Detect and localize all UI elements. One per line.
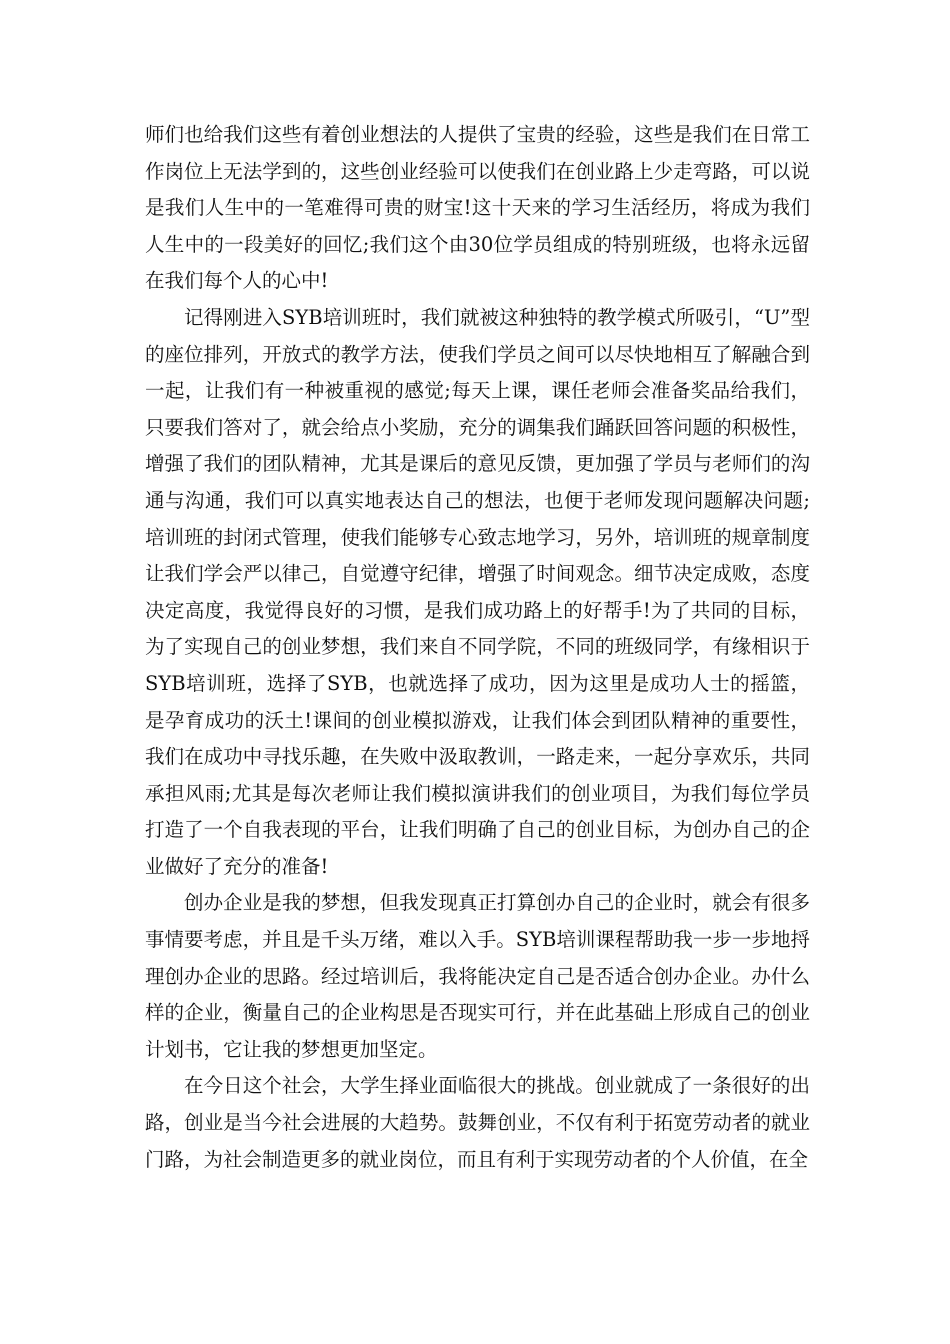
paragraph-1: 师们也给我们这些有着创业想法的人提供了宝贵的经验，这些是我们在日常工作岗位上无法学到的，这些创业经验可以使我们在创业路上少走弯路，可以说是我们人生中的一笔难得可贵的财宝!这十天来的学习生活经历，将成为我们人生中的一段美好的回忆;我们这个由30位学员组成的特别班级，也将永远留在我们每个人的心中! xyxy=(145,123,810,293)
paragraph-2: 记得刚进入SYB培训班时，我们就被这种独特的教学模式所吸引，“U”型的座位排列，开放式的教学方法，使我们学员之间可以尽快地相互了解融合到一起，让我们有一种被重视的感觉;每天上课，课任老师会准备奖品给我们，只要我们答对了，就会给点小奖励，充分的调集我们踊跃回答问题的积极性，增强了我们的团队精神，尤其是课后的意见反馈，更加强了学员与老师们的沟通与沟通，我们可以真实地表达自己的想法，也便于老师发现问题解决问题;培训班的封闭式管理，使我们能够专心致志地学习，另外，培训班的规章制度让我们学会严以律己，自觉遵守纪律，增强了时间观念。细节决定成败，态度决定高度，我觉得良好的习惯，是我们成功路上的好帮手!为了共同的目标，为了实现自己的创业梦想，我们来自不同学院，不同的班级同学，有缘相识于SYB培训班，选择了SYB，也就选择了成功，因为这里是成功人士的摇篮，是孕育成功的沃土!课间的创业模拟游戏，让我们体会到团队精神的重要性，我们在成功中寻找乐趣，在失败中汲取教训，一路走来，一起分享欢乐，共同承担风雨;尤其是每次老师让我们模拟演讲我们的创业项目，为我们每位学员打造了一个自我表现的平台，让我们明确了自己的创业目标，为创办自己的企业做好了充分的准备! xyxy=(145,305,810,878)
paragraph-3: 创办企业是我的梦想，但我发现真正打算创办自己的企业时，就会有很多事情要考虑，并且是千头万绪，难以入手。SYB培训课程帮助我一步一步地捋理创办企业的思路。经过培训后，我将能决定自己是否适合创办企业。办什么样的企业，衡量自己的企业构思是否现实可行，并在此基础上形成自己的创业计划书，它让我的梦想更加坚定。 xyxy=(145,891,810,1061)
paragraph-4: 在今日这个社会，大学生择业面临很大的挑战。创业就成了一条很好的出路，创业是当今社会进展的大趋势。鼓舞创业，不仅有利于拓宽劳动者的就业门路，为社会制造更多的就业岗位，而且有利于实现劳动者的个人价值，在全 xyxy=(145,1074,810,1171)
document-body xyxy=(145,117,810,1178)
